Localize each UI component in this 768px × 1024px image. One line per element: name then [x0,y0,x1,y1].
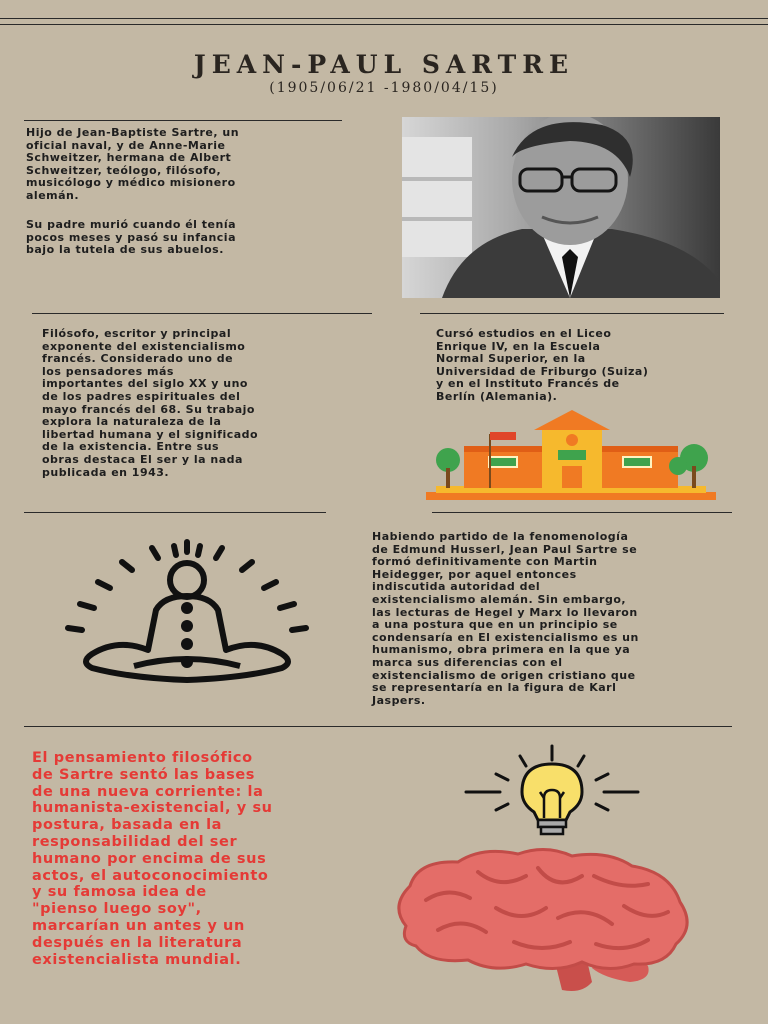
divider-studies [420,313,724,314]
meditation-figure-icon [44,538,330,694]
divider-legacy [24,726,732,727]
phenomenology-paragraph: Habiendo partido de la fenomenología de Edmund Husserl, Jean Paul Sartre se formó definitivamente con Martin Heidegger, por aquel entonces indiscutida autoridad del existencialismo alemán. Sin embargo, las lecturas de Hegel y Marx lo llevaron a una postura que en un principio se condensaría en El existencialismo es un humanismo, obra primera en la que ya marca sus diferencias con el existencialismo de origen cristiano que se representaría en la figura de Karl Jaspers. [372,530,639,707]
studies-paragraph: Cursó estudios en el Liceo Enrique IV, en la Escuela Normal Superior, en la Universidad de Friburgo (Suiza) y en el Instituto Francés de Berlín (Alemania). [436,327,649,403]
legacy-paragraph: El pensamiento filosófico de Sartre sentó las bases de una nueva corriente: la humanista-existencial, y su postura, basada en la responsabilidad del ser humano por encima de sus actos, el autoconocimiento y su famosa idea de "pienso luego soy", marcarían un antes y un después en la literatura existencialista mundial. [32,750,273,968]
family-paragraph-1: Hijo de Jean-Baptiste Sartre, un oficial naval, y de Anne-Marie Schweitzer, hermana de Albert Schweitzer, teólogo, filósofo, musicólogo y médico misionero alemán. [26,126,240,202]
light-bulb-icon [462,742,642,838]
philosopher-paragraph: Filósofo, escritor y principal exponente del existencialismo francés. Considerado uno de los pensadores más importantes del siglo XX y uno de los padres espirituales del mayo francés del 68. Su trabajo explora la naturaleza de la libertad humana y el significado de la existencia. Entre sus obras destaca El ser y la nada publicada en 1943. [42,327,259,479]
page-title: JEAN-PAUL SARTRE [193,50,575,79]
top-rule-1 [0,18,768,19]
divider-family [24,120,342,121]
school-building-icon [426,408,716,504]
portrait-photo [402,117,720,298]
divider-philosopher [32,313,372,314]
brain-icon [386,846,696,996]
family-paragraph-2: Su padre murió cuando él tenía pocos meses y pasó su infancia bajo la tutela de sus abuelos. [26,218,237,257]
divider-meditation [24,512,326,513]
life-dates: (1905/06/21 -1980/04/15) [269,80,499,96]
divider-phenomenology [432,512,732,513]
top-rule-2 [0,24,768,25]
